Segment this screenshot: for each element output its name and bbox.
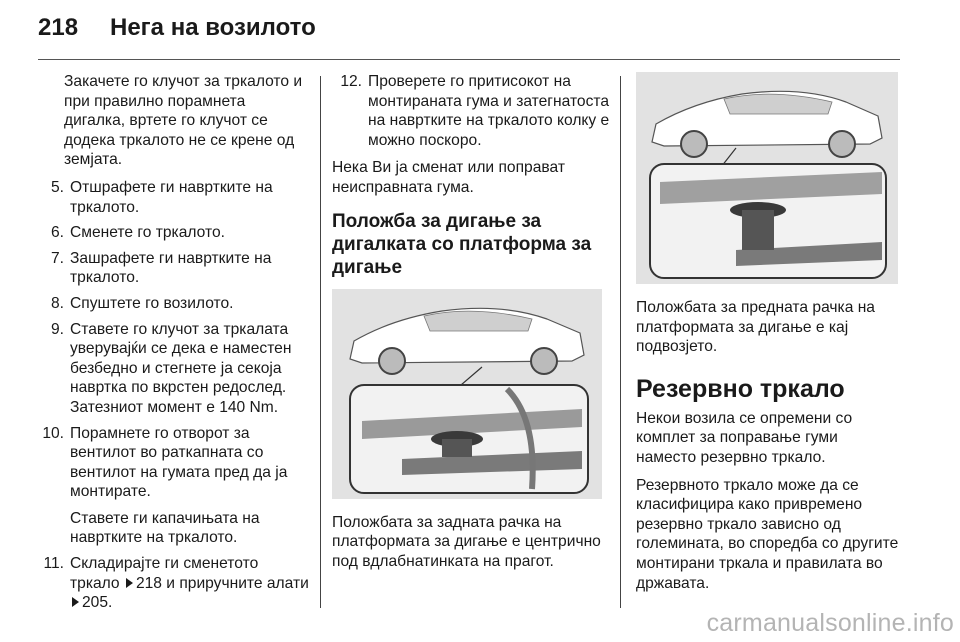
page-title: Нега на возилото	[110, 14, 316, 41]
repair-paragraph: Нека Ви ја сменат или поправат неисправната гума.	[332, 159, 565, 196]
step-9: 9. Ставете го клучот за тркалата уверувајќи се дека е наместен безбедно и стегнете ја секоја навртка по вкрстен редослед. Затезниот момент е 140 Nm.	[50, 320, 292, 416]
step-12: 12. Проверете го притисокот на монтираната гума и затегнатоста на навртките на тркалото колку е можно поскоро.	[340, 73, 610, 149]
header-divider	[38, 59, 900, 60]
spare-wheel-paragraph-2: Резервното тркало може да се класифицира како привремено резервно тркало зависно од големината, во споредба со другите монтирани тркала и правилата во државата.	[636, 476, 899, 592]
step-6: 6. Сменете го тркалото.	[50, 224, 225, 242]
section-heading-spare-wheel: Резервно тркало	[636, 374, 845, 403]
front-wheel-icon	[531, 348, 557, 374]
page-ref-arrow-icon	[126, 578, 133, 588]
watermark: carmanualsonline.info	[706, 609, 954, 637]
rear-wheel-icon	[379, 348, 405, 374]
column-2	[332, 72, 610, 579]
step-11: 11. Складирајте ги сменетото тркало 218 и приручните алати 205.	[43, 555, 309, 612]
spare-wheel-paragraph-1: Некои возила се опремени со комплет за поправање гуми наместо резервно тркало.	[636, 409, 853, 466]
page-number: 218	[38, 14, 79, 41]
rear-lift-position-figure	[332, 289, 602, 499]
rear-lift-caption: Положбата за задната рачка на платформата за дигање е центрично под вдлабнатинката на прагот.	[332, 513, 601, 570]
rear-wheel-icon	[681, 131, 707, 157]
front-lift-position-figure	[636, 72, 898, 284]
section-heading-lift-position: Положба за дигање за дигалката со платформа за дигање	[332, 210, 592, 278]
lift-pad-stem-icon	[742, 210, 774, 250]
page-ref-arrow-icon	[72, 597, 79, 607]
column-3	[636, 72, 902, 601]
page-header	[38, 14, 316, 44]
step-5: 5. Отшрафете ги навртките на тркалото.	[50, 178, 273, 216]
front-lift-caption: Положбата за предната рачка на платформата за дигање е кај подвозјето.	[636, 299, 875, 356]
lift-pad-stem-icon	[442, 439, 472, 457]
front-wheel-icon	[829, 131, 855, 157]
step-7: 7. Зашрафете ги навртките на тркалото.	[50, 249, 272, 287]
step-8: 8. Спуштете го возилото.	[50, 294, 234, 312]
column-divider-2	[620, 76, 621, 608]
intro-paragraph: Закачете го клучот за тркалото и при правилно порамнета дигалка, вртете го клучот се додека тркалото не се крене од земјата.	[64, 73, 303, 169]
column-divider-1	[320, 76, 321, 608]
step-10-note: Ставете ги капачињата на навртките на тркалото.	[70, 509, 260, 547]
step-10: 10. Порамнете го отворот за вентилот во раткапната со вентилот на гумата пред да ја монтирате. Ставете ги капачињата на навртките на тркалото.	[38, 424, 310, 549]
column-1	[38, 72, 310, 619]
